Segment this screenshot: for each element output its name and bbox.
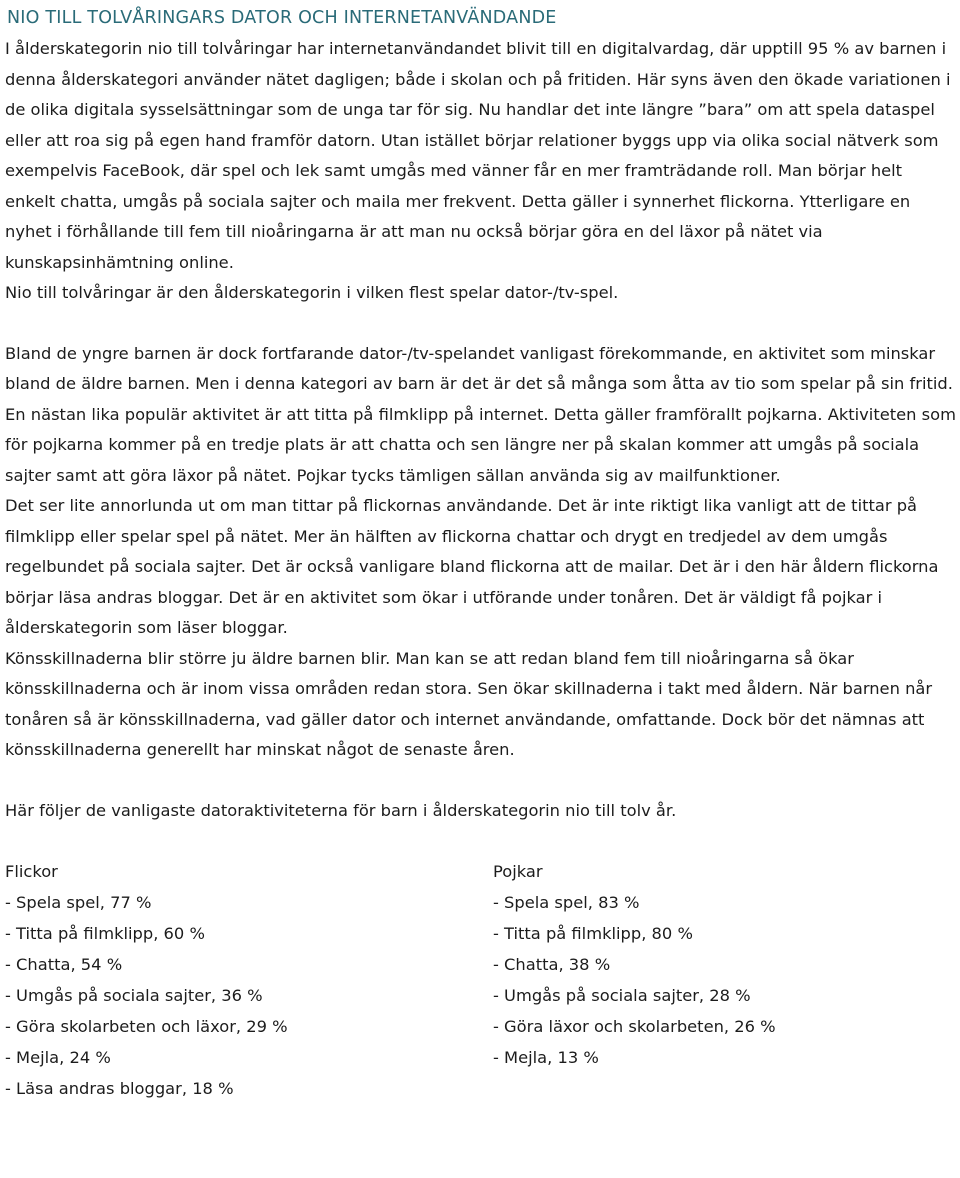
girls-list-item: - Titta på filmklipp, 60 %	[5, 924, 205, 943]
boys-list-item: - Spela spel, 83 %	[493, 893, 640, 912]
page-title: NIO TILL TOLVÅRINGARS DATOR OCH INTERNETANVÄNDANDE	[7, 8, 557, 28]
gender-differences-paragraph: Könsskillnaderna blir större ju äldre barnen blir. Man kan se att redan bland fem till nioåringarna så ökar könsskillnaderna och är inom vissa områden redan stora. Sen ökar skillnaderna i takt med åldern. När barnen når tonåren så är könsskillnaderna, vad gäller dator och internet användande, omfattande. Dock bör det nämnas att könsskillnaderna generellt har minskat något de senaste åren.	[5, 648, 933, 759]
most-gamers-paragraph: Nio till tolvåringar är den ålderskategorin i vilken flest spelar dator-/tv-spel.	[5, 283, 619, 302]
girls-usage-paragraph: Det ser lite annorlunda ut om man tittar på flickornas användande. Det är inte riktigt lika vanligt att de tittar på filmklipp eller spelar spel på nätet. Mer än hälften av flickorna chattar och drygt en tredjedel av dem umgås regelbundet på sociala sajter. Det är också vanligare bland flickorna att de mailar. Det är i den här åldern flickorna börjar läsa andras bloggar. Det är en aktivitet som ökar i utförande under tonåren. Det är väldigt få pojkar i ålderskategorin som läser bloggar.	[5, 496, 939, 637]
section-spacer	[5, 766, 957, 796]
activities-intro-paragraph: Här följer de vanligaste datoraktiviteterna för barn i ålderskategorin nio till tolv år.	[5, 800, 677, 820]
girls-list-item: - Mejla, 24 %	[5, 1048, 111, 1067]
boys-list-item: - Umgås på sociala sajter, 28 %	[493, 986, 751, 1005]
girls-list-item: - Göra skolarbeten och läxor, 29 %	[5, 1017, 288, 1036]
boys-list-title: Pojkar	[493, 862, 543, 881]
document-page	[5, 6, 957, 1106]
girls-activity-list	[5, 856, 288, 1104]
boys-list-item: - Titta på filmklipp, 80 %	[493, 924, 693, 943]
film-clips-paragraph: En nästan lika populär aktivitet är att titta på filmklipp på internet. Detta gäller framförallt pojkarna. Aktiviteten som för pojkarna kommer på en tredje plats är att chatta och sen längre ner på skalan kommer att umgås på sociala sajter samt att göra läxor på nätet. Pojkar tycks tämligen sällan använda sig av mailfunktioner.	[5, 404, 956, 485]
girls-list-item: - Chatta, 54 %	[5, 955, 123, 974]
younger-children-paragraph: Bland de yngre barnen är dock fortfarande dator-/tv-spelandet vanligast förekommande, en aktivitet som minskar bland de äldre barnen. Men i denna kategori av barn är det är det så många som åtta av tio som spelar på sin fritid.	[5, 343, 953, 393]
intro-paragraph: I ålderskategorin nio till tolvåringar har internetanvändandet blivit till en digitalvardag, där upptill 95 % av barnen i denna ålderskategori använder nätet dagligen; både i skolan och på fritiden. Här syns även den ökade variationen i de olika digitala sysselsättningar som de unga tar för sig. Nu handlar det inte längre ”bara” om att spela dataspel eller att roa sig på egen hand framför datorn. Utan istället börjar relationer byggs upp via olika social nätverk som exempelvis FaceBook, där spel och lek samt umgås med vänner får en mer framträdande roll. Man börjar helt enkelt chatta, umgås på sociala sajter och maila mer frekvent. Detta gäller i synnerhet flickorna. Ytterligare en nyhet i förhållande till fem till nioåringarna är att man nu också börjar göra en del läxor på nätet via kunskapsinhämtning online.	[5, 39, 951, 272]
activity-lists	[5, 856, 957, 1106]
section-spacer	[5, 309, 957, 339]
girls-list-item: - Läsa andras bloggar, 18 %	[5, 1079, 234, 1098]
boys-list-item: - Göra läxor och skolarbeten, 26 %	[493, 1017, 776, 1036]
girls-list-item: - Spela spel, 77 %	[5, 893, 152, 912]
section-spacer	[5, 826, 957, 856]
girls-list-title: Flickor	[5, 862, 58, 881]
girls-list-item: - Umgås på sociala sajter, 36 %	[5, 986, 263, 1005]
boys-list-item: - Chatta, 38 %	[493, 955, 611, 974]
boys-list-item: - Mejla, 13 %	[493, 1048, 599, 1067]
boys-activity-list	[493, 856, 776, 1073]
